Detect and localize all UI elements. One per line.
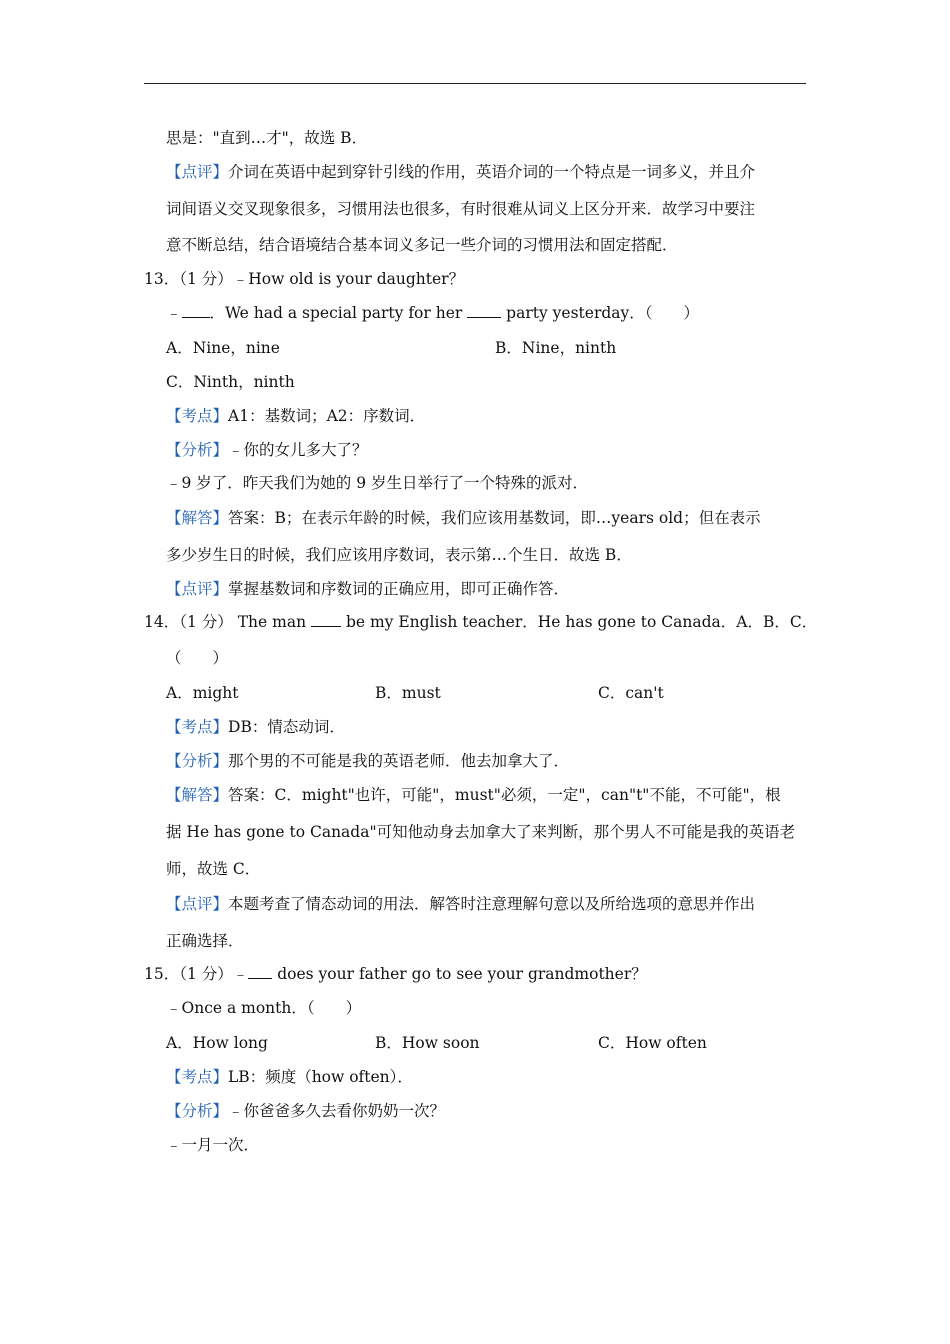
q15-stem-line: 15．（1 分）﹣ does your father go to see your grandmother？	[144, 965, 647, 983]
q15-stem-line: ﹣Once a month．（ ）	[166, 999, 362, 1017]
q13-fenxi-line: ﹣9 岁了．昨天我们为她的 9 岁生日举行了一个特殊的派对．	[166, 474, 589, 492]
fenxi-tag: 【分析】	[166, 1102, 229, 1120]
option-c: C．Ninth，ninth	[166, 373, 295, 391]
q12-comment-line: 词间语义交叉现象很多，习惯用法也很多，有时很难从词义上区分开来．故学习中要注	[166, 200, 756, 218]
answer-blank	[182, 303, 210, 318]
jieda-tag: 【解答】	[166, 786, 229, 804]
q13-jieda-line: 多少岁生日的时候，我们应该用序数词，表示第…个生日．故选 B．	[166, 546, 632, 564]
option-a: A．might	[166, 684, 239, 702]
option-c: C．can't	[598, 684, 664, 702]
q12-answer-tail: 思是："直到…才"，故选 B．	[166, 129, 368, 147]
fenxi-tag: 【分析】	[166, 441, 229, 459]
answer-blank	[248, 964, 272, 979]
option-b: B．Nine，ninth	[495, 339, 617, 357]
question-score: （1 分）	[179, 270, 233, 288]
q13-jieda: 【解答】答案：B；在表示年龄的时候，我们应该用基数词，即…years old；但在表示	[166, 509, 761, 527]
q13-fenxi: 【分析】﹣你的女儿多大了？	[166, 441, 368, 459]
option-a: A．Nine，nine	[166, 339, 280, 357]
option-a: A．How long	[166, 1034, 268, 1052]
fenxi-tag: 【分析】	[166, 752, 229, 770]
question-number: 13．	[144, 270, 180, 288]
question-score: （1 分）	[179, 613, 233, 631]
comment-tag: 【点评】	[166, 895, 229, 913]
header-rule	[144, 83, 806, 84]
q14-stem-line: 14．（1 分） The man be my English teacher．He has gone to Canada．A．B．C．	[144, 613, 818, 631]
question-number: 15．	[144, 965, 180, 983]
option-c: C．How often	[598, 1034, 707, 1052]
q14-jieda: 【解答】答案：C．might"也许，可能"，must"必须，一定"，can"t"不能，不可能"，根	[166, 786, 781, 804]
answer-blank	[467, 303, 501, 318]
q14-jieda-line: 师，故选 C．	[166, 860, 261, 878]
q13-kaodian: 【考点】A1：基数词；A2：序数词．	[166, 407, 426, 425]
q14-fenxi: 【分析】那个男的不可能是我的英语老师．他去加拿大了．	[166, 752, 570, 770]
option-b: B．must	[375, 684, 441, 702]
q15-fenxi: 【分析】﹣你爸爸多久去看你奶奶一次？	[166, 1102, 446, 1120]
q13-dianping: 【点评】掌握基数词和序数词的正确应用，即可正确作答．	[166, 580, 570, 598]
q14-jieda-line: 据 He has gone to Canada"可知他动身去加拿大了来判断，那个男人不可能是我的英语老	[166, 823, 796, 841]
q14-dianping-line: 正确选择．	[166, 932, 244, 950]
kaodian-tag: 【考点】	[166, 1068, 229, 1086]
question-number: 14．	[144, 613, 180, 631]
q14-kaodian: 【考点】DB：情态动词．	[166, 718, 345, 736]
q15-kaodian: 【考点】LB：频度（how often）．	[166, 1068, 413, 1086]
answer-blank	[311, 612, 341, 627]
q12-comment-line: 【点评】介词在英语中起到穿针引线的作用，英语介词的一个特点是一词多义，并且介	[166, 163, 756, 181]
comment-tag: 【点评】	[166, 580, 229, 598]
question-score: （1 分）	[179, 965, 233, 983]
comment-tag: 【点评】	[166, 163, 229, 181]
q14-dianping: 【点评】本题考查了情态动词的用法．解答时注意理解句意以及所给选项的意思并作出	[166, 895, 756, 913]
q12-comment-line: 意不断总结，结合语境结合基本词义多记一些介词的习惯用法和固定搭配．	[166, 236, 678, 254]
kaodian-tag: 【考点】	[166, 718, 229, 736]
jieda-tag: 【解答】	[166, 509, 229, 527]
q13-stem-line: 13．（1 分）﹣How old is your daughter？	[144, 270, 465, 288]
option-b: B．How soon	[375, 1034, 480, 1052]
kaodian-tag: 【考点】	[166, 407, 229, 425]
q13-stem-line: ﹣ ．We had a special party for her party yesterday．（ ）	[166, 304, 700, 322]
q14-paren: （ ）	[166, 649, 229, 667]
q15-fenxi-line: ﹣一月一次．	[166, 1136, 260, 1154]
